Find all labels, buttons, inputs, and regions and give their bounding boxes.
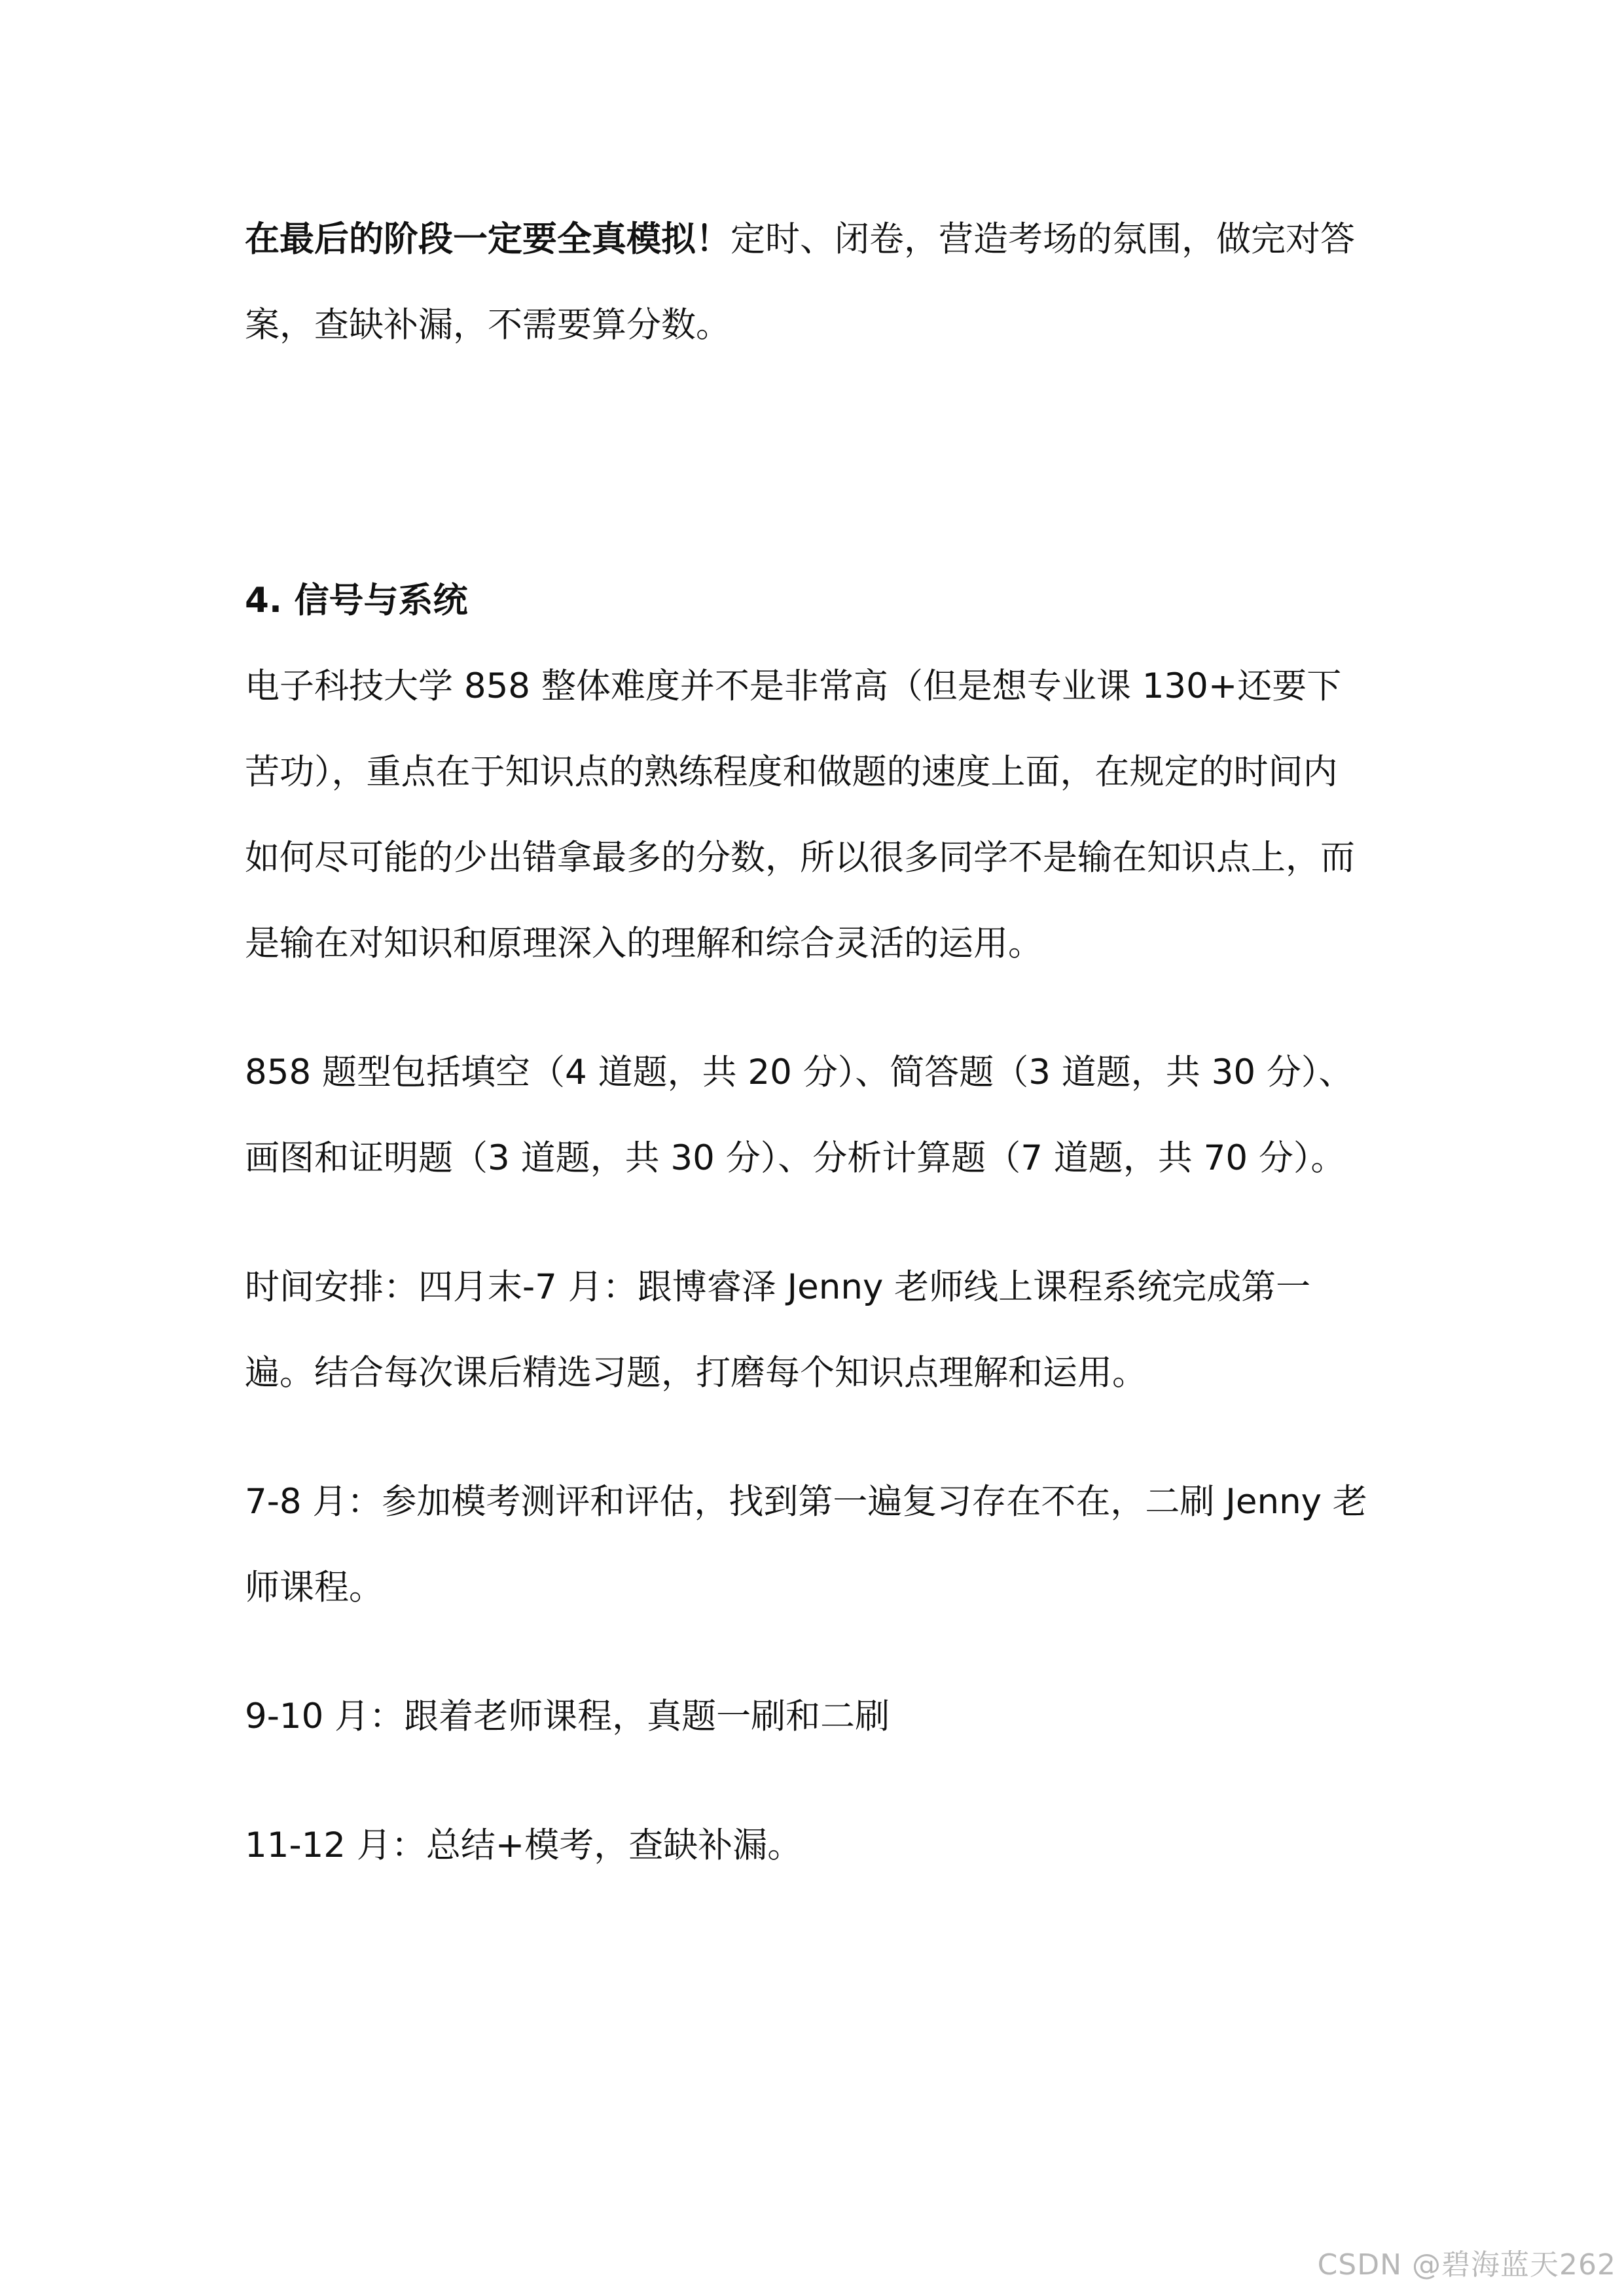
paragraph-question-types: 858 题型包括填空（4 道题，共 20 分）、简答题（3 道题，共 30 分）、画图和证明题（3 道题，共 30 分）、分析计算题（7 道题，共 70 分）。	[245, 1052, 1354, 1178]
intro-paragraph	[245, 196, 1371, 368]
document-content	[245, 196, 1371, 1888]
paragraph-schedule-november: 11-12 月：总结+模考，查缺补漏。	[245, 1825, 803, 1865]
paragraph-schedule-july: 7-8 月：参加模考测评和评估，找到第一遍复习存在不在，二刷 Jenny 老师课程。	[245, 1482, 1367, 1607]
section-heading: 4. 信号与系统	[245, 581, 468, 620]
paragraph-schedule-september: 9-10 月：跟着老师课程，真题一刷和二刷	[245, 1696, 890, 1736]
watermark-text: CSDN @碧海蓝天262	[1317, 2248, 1616, 2282]
intro-rest-text: 定时、闭卷，营造考场的氛围，做完对答案，查缺补漏，不需要算分数。	[245, 219, 1355, 345]
paragraph-difficulty: 电子科技大学 858 整体难度并不是非常高（但是想专业课 130+还要下苦功），重点在于知识点的熟练程度和做题的速度上面，在规定的时间内如何尽可能的少出错拿最多的分数，所以很多同学不是输在知识点上，而是输在对知识和原理深入的理解和综合灵活的运用。	[245, 666, 1355, 963]
intro-bold-text: 在最后的阶段一定要全真模拟！	[245, 219, 731, 259]
paragraph-schedule-april: 时间安排：四月末-7 月：跟博睿泽 Jenny 老师线上课程系统完成第一遍。结合每次课后精选习题，打磨每个知识点理解和运用。	[245, 1267, 1311, 1393]
